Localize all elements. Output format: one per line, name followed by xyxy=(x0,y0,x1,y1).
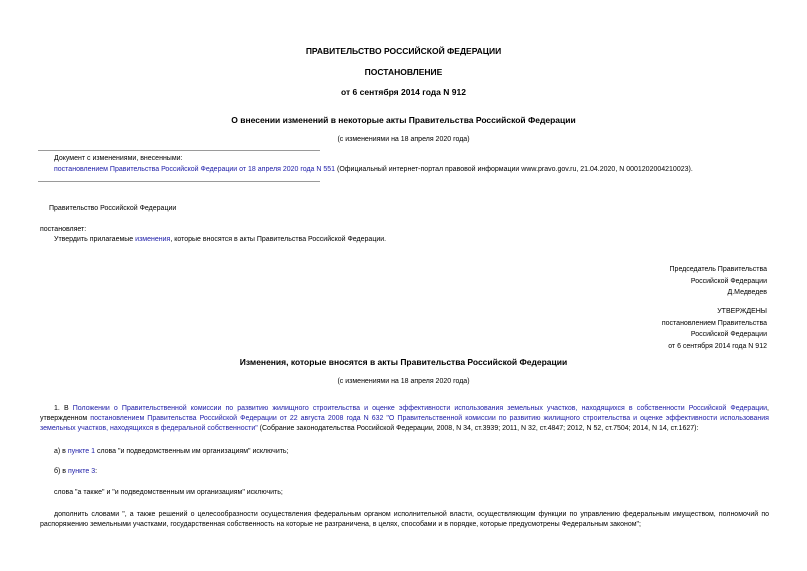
amendment-intro: Документ с изменениями, внесенными: xyxy=(54,155,183,162)
amendment-source: (Официальный интернет-портал правовой информации www.pravo.gov.ru, 21.04.2020, N 0001202004210023). xyxy=(335,166,693,173)
subitem-a: а) в пункте 1 слова "и подведомственным им организациям" исключить; xyxy=(54,448,289,455)
preamble-decides: постановляет: xyxy=(40,226,87,233)
document-title: О внесении изменений в некоторые акты Правительства Российской Федерации xyxy=(231,115,576,125)
document-date-number: от 6 сентября 2014 года N 912 xyxy=(341,87,466,97)
changes-amended-note: (с изменениями на 18 апреля 2020 года) xyxy=(337,378,470,385)
add-words-paragraph: дополнить словами ", а также решений о целесообразности осуществления федеральным органом исполнительной власти, осуществляющим функции по управлению федеральным имуществом, полномочий по распоряжению земельными участками, государственная собственность на которые не разграничена, в целях, способами и в порядке, которые предусмотрены Федеральным законом"; xyxy=(40,511,769,528)
top-divider xyxy=(38,150,320,151)
subitem-b-text: слова "а также" и "и подведомственным им организациям" исключить; xyxy=(54,489,283,496)
amendment-link[interactable]: постановлением Правительства Российской Федерации от 18 апреля 2020 года N 551 xyxy=(54,166,336,173)
changes-link[interactable]: изменения xyxy=(135,236,171,243)
document-type: ПОСТАНОВЛЕНИЕ xyxy=(364,67,443,77)
amendment-line xyxy=(54,166,693,173)
amended-note: (с изменениями на 18 апреля 2020 года) xyxy=(337,136,470,143)
paragraph-1: 1. В Положении о Правительственной комиссии по развитию жилищного строительства и оценке эффективности использования земельных участков, находящихся в собственности Российской Федерации, утвержденном постановлением Правительства Российской Федерации от 22 августа 2008 года N 632 "О Правительственной комиссии по развитию жилищного строительства и оценке эффективности использования земельных участков, находящихся в федеральной собственности" (Собрание законодательства Российской Федерации, 2008, N 34, ст.3939; 2011, N 32, ст.4847; 2012, N 52, ст.7504; 2014, N 14, ст.1627): xyxy=(40,405,769,432)
subitem-b: б) в пункте 3: xyxy=(54,468,98,475)
clause-1-link[interactable]: пункте 1 xyxy=(67,448,95,455)
bottom-divider xyxy=(38,181,320,182)
changes-title: Изменения, которые вносятся в акты Правительства Российской Федерации xyxy=(239,357,568,367)
government-heading: ПРАВИТЕЛЬСТВО РОССИЙСКОЙ ФЕДЕРАЦИИ xyxy=(305,46,502,56)
clause-3-link[interactable]: пункте 3 xyxy=(67,468,96,475)
signature-block: Председатель Правительства Российской Федерации Д.Медведев xyxy=(669,266,767,296)
regulation-link[interactable]: Положении о Правительственной комиссии по развитию жилищного строительства и оценке эффективности использования земельных участков, находящихся в собственности Российской Федерации xyxy=(72,405,768,412)
preamble-government: Правительство Российской Федерации xyxy=(49,205,177,212)
resolution-632-link[interactable]: постановлением Правительства Российской Федерации от 22 августа 2008 года N 632 "О Правительственной комиссии по развитию жилищного строительства и оценке эффективности использования земельных участков, находящихся в федеральной собственности" xyxy=(40,415,769,432)
approved-block: УТВЕРЖДЕНЫ постановлением Правительства Российской Федерации от 6 сентября 2014 года N 912 xyxy=(661,308,767,350)
preamble-approve: Утвердить прилагаемые изменения, которые вносятся в акты Правительства Российской Федерации. xyxy=(54,236,387,243)
